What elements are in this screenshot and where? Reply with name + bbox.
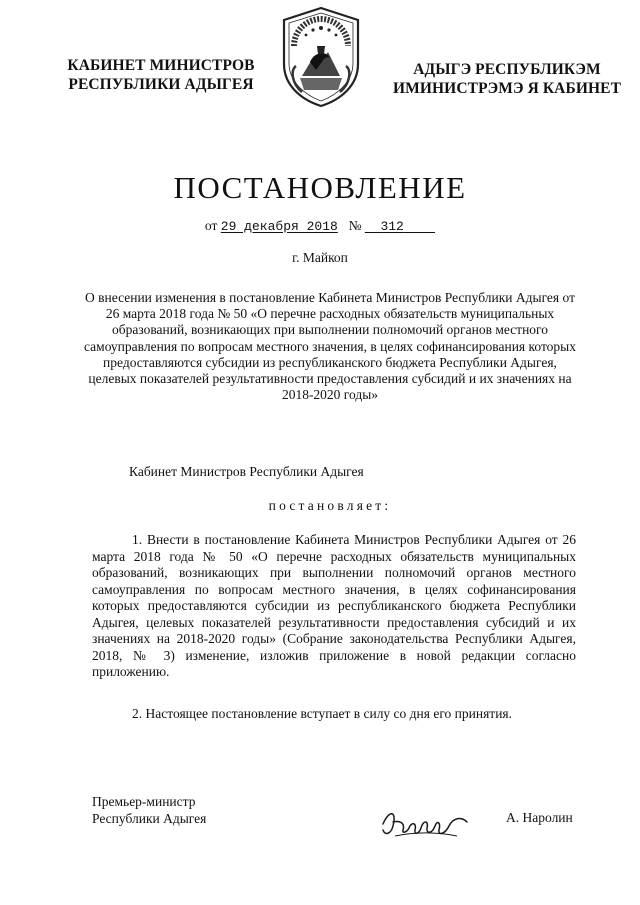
signatory-name: А. Наролин: [506, 810, 573, 825]
signatory-title-line2: Республики Адыгея: [92, 811, 207, 826]
date-number-line: [0, 218, 640, 234]
paragraph-2: 2. Настоящее постановление вступает в силу со дня его принятия.: [132, 706, 513, 721]
date-prefix: от: [204, 218, 218, 233]
header-left-line1: КАБИНЕТ МИНИСТРОВ: [67, 57, 255, 74]
document-date: 29 декабря 2018: [220, 219, 338, 234]
adygea-coat-of-arms-icon: [280, 6, 362, 108]
header-right-line2: ИМИНИСТРЭМЭ Я КАБИНЕТ: [392, 80, 622, 97]
number-sign: №: [348, 218, 362, 233]
header-left-title: [66, 56, 256, 94]
issuer: Кабинет Министров Республики Адыгея: [129, 464, 364, 479]
paragraph-1: 1. Внести в постановление Кабинета Министров Республики Адыгея от 26 марта 2018 года № 50 «О перечне расходных обязательств муниципальных образований, возникающих при выполнении полномочий органов местного самоуправления по вопросам местного значения, в целях софинансирования которых предоставляются субсидии из республиканского бюджета Республики Адыгея, целевых показателей результативности предоставления субсидий и их значениях на 2018-2020 годы» (Собрание законодательства Республики Адыгея, 2018, № 3) изменение, изложив приложение в новой редакции согласно приложению.: [92, 532, 576, 679]
resolves-word: постановляет:: [268, 498, 392, 513]
city: г. Майкоп: [292, 250, 348, 265]
document-number: 312: [380, 219, 404, 234]
signatory-title: [92, 793, 206, 827]
header-right-title: [382, 60, 632, 98]
signatory-title-line1: Премьер-министр: [92, 794, 196, 809]
header-right-line1: АДЫГЭ РЕСПУБЛИКЭМ: [413, 61, 601, 78]
handwritten-signature: [375, 802, 475, 844]
header-left-line2: РЕСПУБЛИКИ АДЫГЕЯ: [68, 76, 254, 93]
document-subject: О внесении изменения в постановление Кабинета Министров Республики Адыгея от 26 марта 2018 года № 50 «О перечне расходных обязательств муниципальных образований, возникающих при выполнении полномочий органов местного самоуправления по вопросам местного значения, в целях софинансирования которых предоставляются субсидии из республиканского бюджета Республики Адыгея, целевых показателей результативности предоставления субсидий и их значениях на 2018-2020 годы»: [84, 290, 576, 403]
document-title: ПОСТАНОВЛЕНИЕ: [173, 170, 467, 205]
